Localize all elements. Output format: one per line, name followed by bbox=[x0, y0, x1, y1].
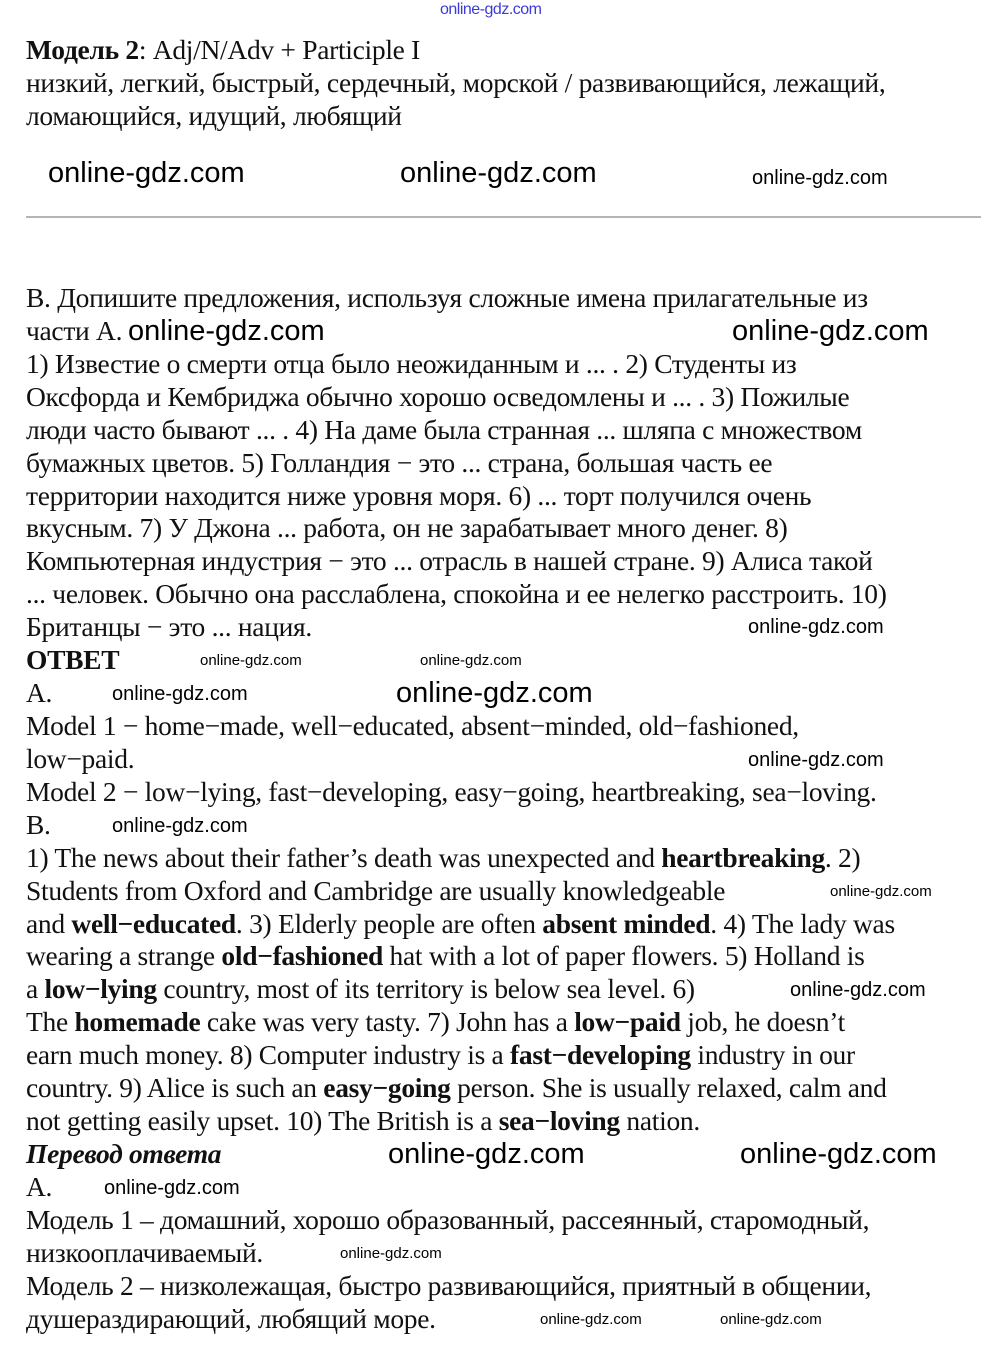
text-segment: industry in our bbox=[690, 1039, 855, 1071]
text-segment: low−paid. bbox=[26, 742, 135, 774]
text-line bbox=[26, 1039, 855, 1072]
text-line bbox=[26, 809, 51, 842]
watermark: online-gdz.com bbox=[396, 677, 593, 709]
text-line bbox=[26, 611, 312, 644]
text-line bbox=[26, 940, 865, 973]
text-segment: . 3) Elderly people are often bbox=[235, 907, 543, 939]
emphasized-text: fast−developing bbox=[510, 1039, 691, 1071]
text-segment: hat with a lot of paper flowers. 5) Holland is bbox=[382, 940, 865, 972]
watermark: online-gdz.com bbox=[420, 652, 522, 669]
watermark: online-gdz.com bbox=[720, 1311, 822, 1328]
watermark: online-gdz.com bbox=[104, 1177, 240, 1199]
text-line bbox=[26, 545, 873, 578]
watermark: online-gdz.com bbox=[388, 1138, 585, 1170]
text-line bbox=[26, 1171, 52, 1204]
text-line bbox=[26, 1270, 871, 1303]
text-line bbox=[26, 578, 887, 611]
text-line bbox=[26, 1105, 700, 1138]
text-line bbox=[26, 776, 877, 809]
text-segment: низкий, легкий, быстрый, сердечный, морской / развивающийся, лежащий, bbox=[26, 66, 886, 98]
text-line bbox=[26, 710, 799, 743]
watermark: online-gdz.com bbox=[790, 979, 926, 1001]
text-segment: cake was very tasty. 7) John has a bbox=[200, 1006, 575, 1038]
text-segment: вкусным. 7) У Джона ... работа, он не зарабатывает много денег. 8) bbox=[26, 512, 788, 544]
watermark: online-gdz.com bbox=[752, 167, 888, 189]
text-segment: . 4) The lady was bbox=[710, 907, 895, 939]
text-line bbox=[26, 447, 772, 480]
emphasized-text: sea−loving bbox=[498, 1105, 620, 1137]
text-line bbox=[26, 66, 885, 99]
top-watermark: online-gdz.com bbox=[440, 1, 542, 18]
text-segment: 1) The news about their father’s death was unexpected and bbox=[26, 841, 662, 873]
text-line bbox=[26, 282, 868, 315]
text-segment: a bbox=[26, 973, 45, 1005]
emphasized-text: easy−going bbox=[323, 1072, 451, 1104]
watermark: online-gdz.com bbox=[200, 652, 302, 669]
text-segment: 1) Известие о смерти отца было неожиданным и ... . 2) Студенты из bbox=[26, 347, 797, 379]
watermark: online-gdz.com bbox=[128, 315, 325, 347]
text-segment: earn much money. 8) Computer industry is a bbox=[26, 1039, 511, 1071]
text-line bbox=[26, 33, 420, 66]
text-segment: Model 1 − home−made, well−educated, absent−minded, old−fashioned, bbox=[26, 709, 799, 741]
emphasized-text: ОТВЕТ bbox=[26, 644, 120, 676]
text-segment: бумажных цветов. 5) Голландия − это ... страна, большая часть ее bbox=[26, 446, 773, 478]
text-line bbox=[26, 348, 796, 381]
text-segment: Компьютерная индустрия − это ... отрасль в нашей стране. 9) Алиса такой bbox=[26, 545, 873, 577]
text-segment: A. bbox=[26, 677, 53, 709]
emphasized-text: heartbreaking bbox=[661, 841, 825, 873]
text-segment: низкооплачиваемый. bbox=[26, 1236, 263, 1268]
text-segment: not getting easily upset. 10) The British is a bbox=[26, 1105, 499, 1137]
text-line bbox=[26, 1072, 887, 1105]
text-line bbox=[26, 875, 725, 908]
emphasized-text: absent minded bbox=[542, 907, 711, 939]
text-segment: B. Допишите предложения, используя сложные имена прилагательные из bbox=[26, 282, 868, 313]
text-segment: А. bbox=[26, 1170, 53, 1202]
text-segment: job, he doesn’t bbox=[680, 1006, 845, 1038]
text-segment: country, most of its territory is below sea level. 6) bbox=[156, 973, 695, 1005]
text-segment: Model 2 − low−lying, fast−developing, easy−going, heartbreaking, sea−loving. bbox=[26, 775, 877, 807]
text-line bbox=[26, 414, 862, 447]
text-segment: душераздирающий, любящий море. bbox=[26, 1302, 436, 1334]
text-segment: Британцы − это ... нация. bbox=[26, 611, 312, 643]
text-segment: ломающийся, идущий, любящий bbox=[26, 99, 402, 131]
watermark: online-gdz.com bbox=[112, 815, 248, 837]
text-segment: территории находится ниже уровня моря. 6) ... торт получился очень bbox=[26, 479, 812, 511]
text-line bbox=[26, 1204, 869, 1237]
emphasized-text: low−lying bbox=[44, 973, 157, 1005]
text-line bbox=[26, 973, 695, 1006]
watermark: online-gdz.com bbox=[748, 749, 884, 771]
text-segment: nation. bbox=[619, 1105, 700, 1137]
text-segment: ... человек. Обычно она расслаблена, спокойна и ее нелегко расстроить. 10) bbox=[26, 578, 887, 610]
text-segment: Students from Oxford and Cambridge are usually knowledgeable bbox=[26, 874, 726, 906]
text-line bbox=[26, 1303, 436, 1336]
text-line bbox=[26, 1006, 845, 1039]
text-segment: country. 9) Alice is such an bbox=[26, 1072, 324, 1104]
watermark: online-gdz.com bbox=[340, 1245, 442, 1262]
text-line bbox=[26, 743, 134, 776]
text-segment: . 2) bbox=[824, 841, 861, 873]
watermark: online-gdz.com bbox=[112, 683, 248, 705]
text-segment: Модель 1 – домашний, хорошо образованный, рассеянный, старомодный, bbox=[26, 1203, 870, 1235]
text-segment: B. bbox=[26, 808, 51, 840]
watermark: online-gdz.com bbox=[540, 1311, 642, 1328]
text-line bbox=[26, 677, 52, 710]
text-segment: : Adj/N/Adv + Participle I bbox=[138, 34, 421, 65]
emphasized-text: well−educated bbox=[71, 907, 236, 939]
text-segment: Модель 2 – низколежащая, быстро развивающийся, приятный в общении, bbox=[26, 1269, 872, 1301]
emphasized-text: low−paid bbox=[574, 1006, 681, 1038]
text-line bbox=[26, 512, 787, 545]
text-line bbox=[26, 908, 895, 941]
text-segment: wearing a strange bbox=[26, 940, 222, 972]
watermark: online-gdz.com bbox=[48, 157, 245, 189]
watermark: online-gdz.com bbox=[400, 157, 597, 189]
model-2-section bbox=[26, 33, 885, 132]
text-segment: Оксфорда и Кембриджа обычно хорошо осведомлены и ... . 3) Пожилые bbox=[26, 380, 850, 412]
text-line bbox=[26, 842, 860, 875]
text-line bbox=[26, 99, 402, 132]
text-line bbox=[26, 381, 849, 414]
text-segment: person. She is usually relaxed, calm and bbox=[450, 1072, 887, 1104]
emphasized-text: homemade bbox=[74, 1006, 201, 1038]
text-line bbox=[26, 480, 811, 513]
watermark: online-gdz.com bbox=[740, 1138, 937, 1170]
text-line bbox=[26, 1138, 221, 1171]
divider bbox=[26, 216, 981, 218]
text-line bbox=[26, 315, 122, 348]
watermark: online-gdz.com bbox=[748, 616, 884, 638]
text-segment: The bbox=[26, 1006, 75, 1038]
watermark: online-gdz.com bbox=[732, 315, 929, 347]
text-segment: части А. bbox=[26, 314, 123, 346]
emphasized-text: Перевод ответа bbox=[26, 1137, 222, 1169]
text-line bbox=[26, 1237, 263, 1270]
text-segment: люди часто бывают ... . 4) На даме была странная ... шляпа с множеством bbox=[26, 413, 862, 445]
text-segment: and bbox=[26, 907, 72, 939]
emphasized-text: Модель 2 bbox=[26, 34, 139, 65]
watermark: online-gdz.com bbox=[830, 883, 932, 900]
text-line bbox=[26, 644, 119, 677]
emphasized-text: old−fashioned bbox=[221, 940, 383, 972]
